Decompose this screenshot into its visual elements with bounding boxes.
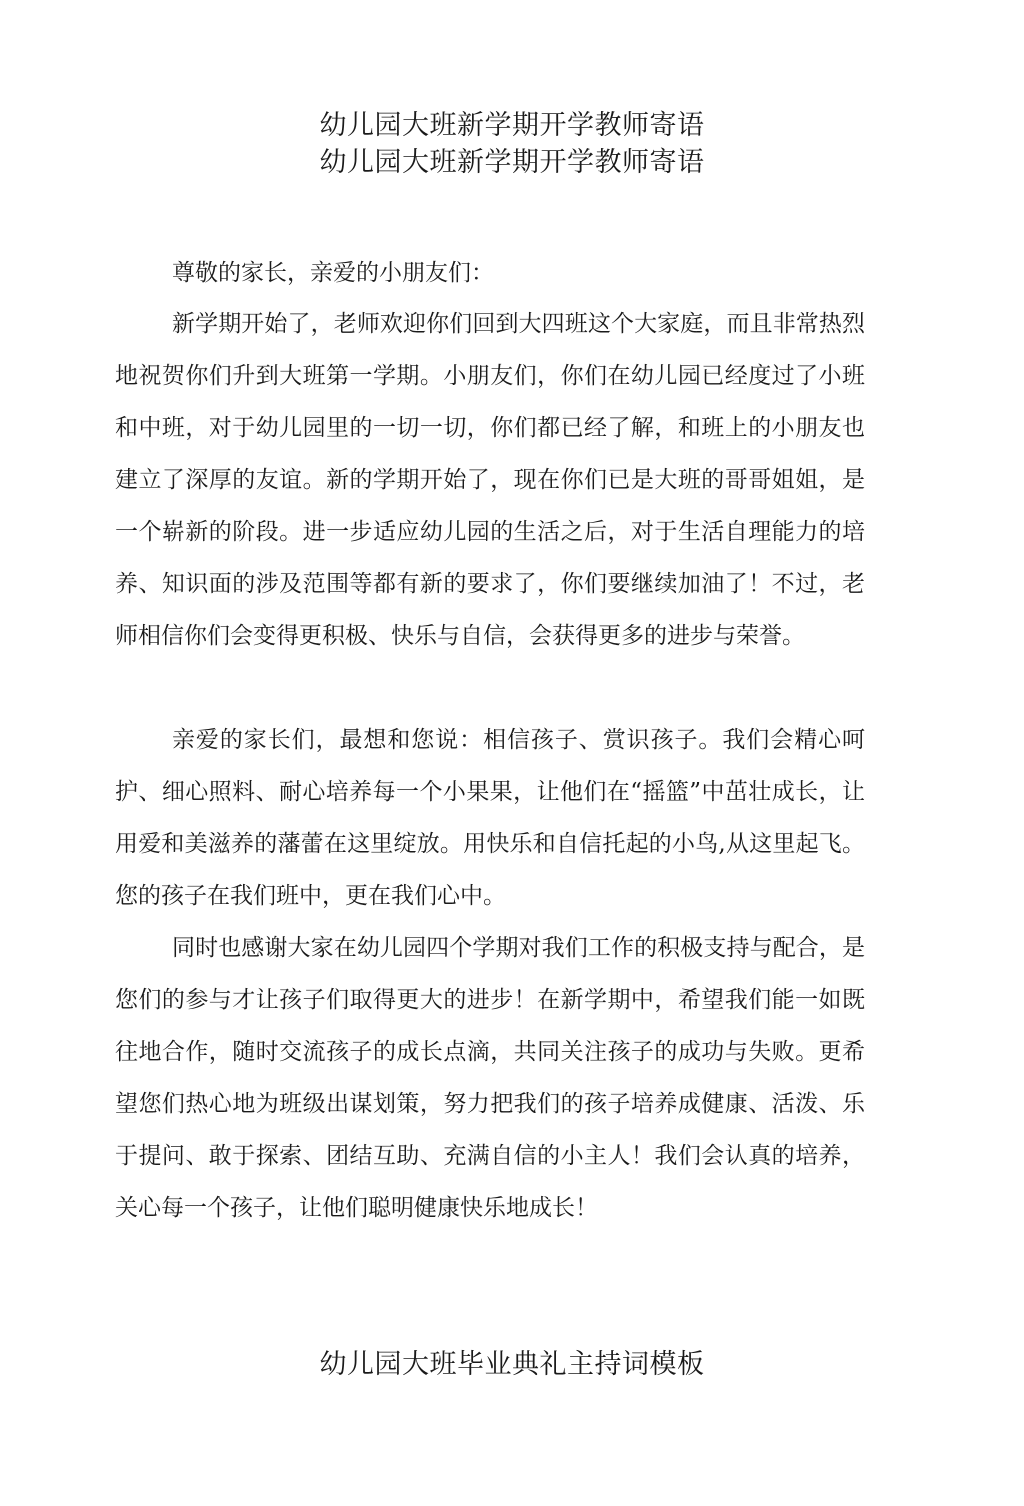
next-section-title: 幼儿园大班毕业典礼主持词模板 (319, 1349, 705, 1380)
greeting-line: 尊敬的家长，亲爱的小朋友们： (172, 260, 494, 286)
paragraph-2: 亲爱的家长们，最想和您说：相信孩子、赏识孩子。我们会精心呵护、细心照料、耐心培养每一个小果果，让他们在“摇篮”中茁壮成长，让用爱和美滋养的藩蕾在这里绽放。用快乐和自信托起的小鸟,从这里起飞。您的孩子在我们班中，更在我们心中。 (115, 727, 865, 909)
paragraph-1: 新学期开始了，老师欢迎你们回到大四班这个大家庭，而且非常热烈地祝贺你们升到大班第一学期。小朋友们，你们在幼儿园已经度过了小班和中班，对于幼儿园里的一切一切，你们都已经了解，和班上的小朋友也建立了深厚的友谊。新的学期开始了，现在你们已是大班的哥哥姐姐，是一个崭新的阶段。进一步适应幼儿园的生活之后，对于生活自理能力的培养、知识面的涉及范围等都有新的要求了，你们要继续加油了！不过，老师相信你们会变得更积极、快乐与自信，会获得更多的进步与荣誉。 (115, 311, 865, 649)
document-title: 幼儿园大班新学期开学教师寄语 (319, 110, 705, 141)
document-title-repeat: 幼儿园大班新学期开学教师寄语 (319, 147, 705, 178)
paragraph-3: 同时也感谢大家在幼儿园四个学期对我们工作的积极支持与配合，是您们的参与才让孩子们取得更大的进步！在新学期中，希望我们能一如既往地合作，随时交流孩子的成长点滴，共同关注孩子的成功与失败。更希望您们热心地为班级出谋划策，努力把我们的孩子培养成健康、活泼、乐于提问、敢于探索、团结互助、充满自信的小主人！我们会认真的培养，关心每一个孩子，让他们聪明健康快乐地成长！ (115, 935, 865, 1221)
